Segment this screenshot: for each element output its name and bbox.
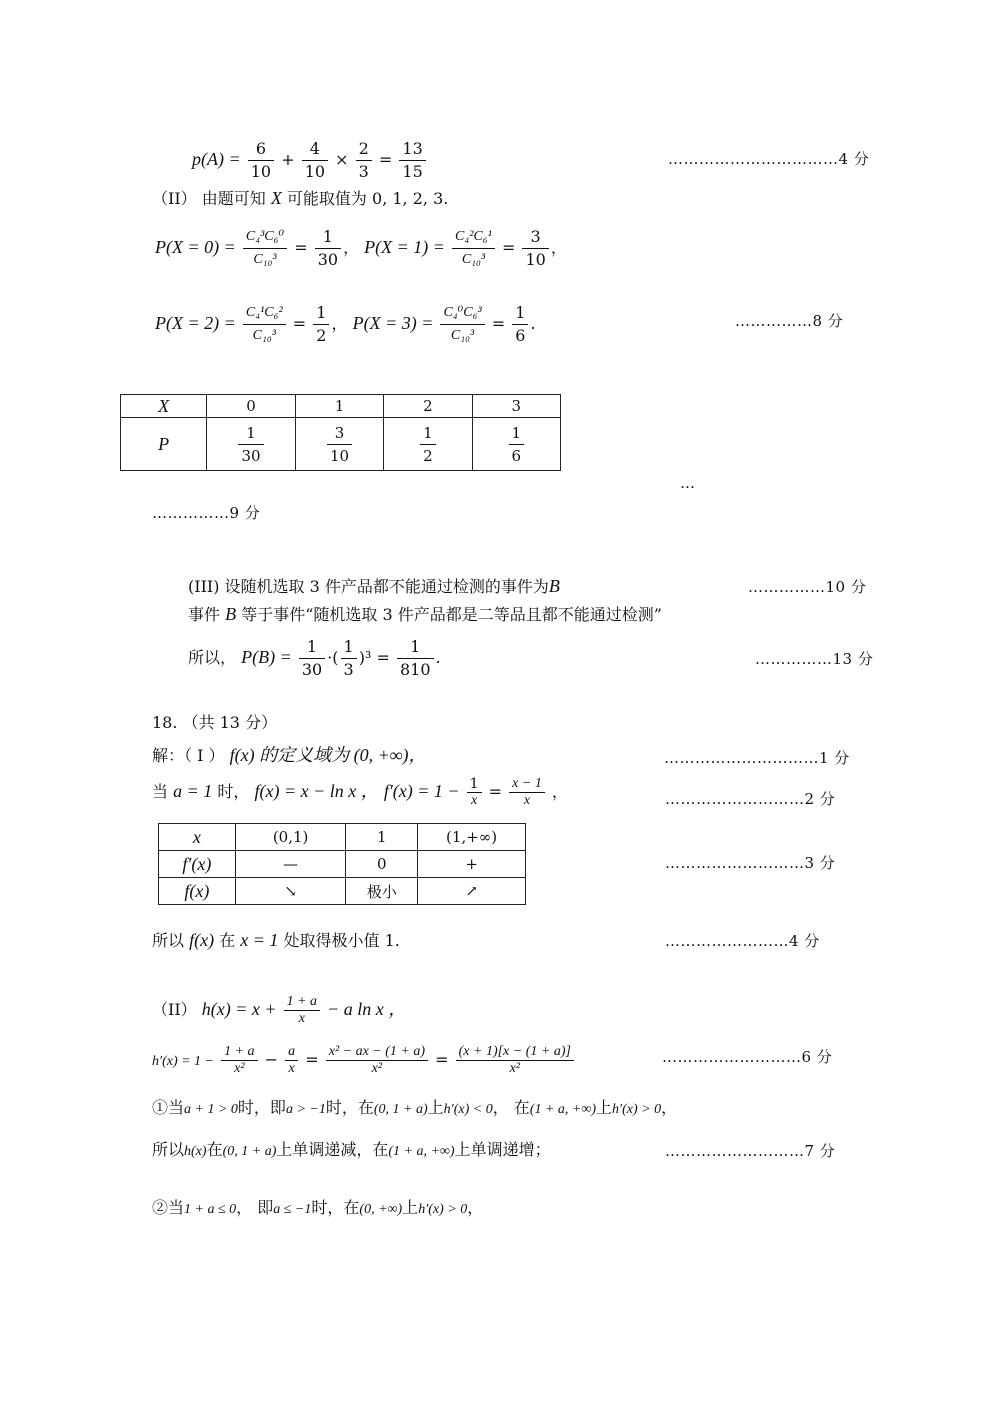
score-9: ……………9 分 xyxy=(152,504,261,522)
fraction: $\frac{13}{15}$ xyxy=(399,138,425,183)
interval: (1 + a, +∞) xyxy=(388,1144,455,1159)
case1-label: ①当 xyxy=(152,1098,185,1117)
pa-lhs: p(A) = xyxy=(192,149,241,169)
fraction: $\frac{\text{x² − ax − (1 + a)}}{\text{x²}}$ xyxy=(326,1044,428,1077)
h-definition: h(x) = x + xyxy=(201,999,277,1019)
trailing-dots: … xyxy=(680,474,696,492)
fraction: $\frac{1}{30}$ xyxy=(299,636,325,681)
hprime-neg: h′(x) < 0 xyxy=(443,1102,493,1117)
therefore-label: 所以， xyxy=(188,648,237,667)
case2-cond: 1 + a ≤ 0 xyxy=(184,1202,237,1217)
score-10: ……………10 分 xyxy=(748,578,867,596)
sign-header-cell: 1 xyxy=(346,824,418,851)
times-sign: × xyxy=(335,150,349,169)
decreasing-text: 上单调递减，在 xyxy=(276,1140,389,1159)
score-7: ………………………7 分 xyxy=(665,1142,836,1160)
fraction: $\frac{3}{10}$ xyxy=(327,422,352,467)
var-x: X xyxy=(270,188,282,208)
equals-sign: = xyxy=(378,150,393,169)
part2-rest: 可能取值为 0, 1, 2, 3. xyxy=(286,189,449,208)
case1-cond: a + 1 > 0 xyxy=(184,1102,238,1117)
part3-text: (III) 设随机选取 3 件产品都不能通过检测的事件为 xyxy=(188,577,549,596)
case1-text2: 时，在 xyxy=(325,1098,374,1117)
table-row xyxy=(121,395,561,418)
minus-sign: − xyxy=(264,1050,279,1069)
table-cell xyxy=(207,418,295,471)
fraction: $\frac{1}{6}$ xyxy=(509,422,525,467)
fraction: $\frac{a}{x}$ xyxy=(285,1044,298,1077)
increasing-text: 上单调递增； xyxy=(454,1140,551,1159)
sign-header-cell: (0,1) xyxy=(235,824,346,851)
event-text: 等于事件“随机选取 3 件产品都是二等品且都不能通过检测” xyxy=(241,605,662,624)
comma: ， xyxy=(551,782,568,801)
part2-label: （II） xyxy=(152,1000,197,1019)
fraction: $\frac{1}{30}$ xyxy=(238,422,263,467)
equals-sign: = xyxy=(294,238,308,257)
fraction: $\frac{1}{2}$ xyxy=(313,302,329,347)
case1-cond2: a > −1 xyxy=(285,1102,326,1117)
table-row xyxy=(159,824,526,851)
at-label: 在 xyxy=(219,931,236,950)
equals-sign: = xyxy=(292,314,307,333)
solution-label: 解：（ I ） xyxy=(152,746,225,765)
score-4b: ……………………4 分 xyxy=(665,932,820,950)
fraction: $\frac{1}{2}$ xyxy=(420,422,436,467)
table-row-label-p: P xyxy=(121,418,207,471)
fraction: $\frac{\text{C₄¹C₆²}}{\text{C₁₀³}}$ xyxy=(243,302,286,347)
when-label: 当 xyxy=(152,782,169,801)
score-4: ……………………………4 分 xyxy=(668,150,870,168)
sign-cell: + xyxy=(418,851,526,878)
case2-label: ②当 xyxy=(152,1198,185,1217)
hprime-lhs: h′(x) = 1 − xyxy=(152,1054,214,1069)
fraction: $\frac{x - 1}{x}$ xyxy=(509,776,545,809)
score-8: ……………8 分 xyxy=(735,312,844,330)
score-3: ………………………3 分 xyxy=(665,854,836,872)
on-label: 上 xyxy=(427,1098,444,1117)
f-definition: f(x) = x − ln x ， xyxy=(254,781,379,801)
fraction: $\frac{6}{10}$ xyxy=(248,138,274,183)
q18-line2 xyxy=(152,776,568,809)
sign-table xyxy=(158,823,526,905)
sign-header-cell: (1,+∞) xyxy=(418,824,526,851)
case1-text3: ， 在 xyxy=(492,1098,530,1117)
comma: ， xyxy=(550,238,567,257)
case2-text2: 时，在 xyxy=(311,1198,360,1217)
fraction: $\frac{1 + a}{\text{x²}}$ xyxy=(221,1044,257,1077)
part3-line3 xyxy=(188,636,441,681)
part3-line2 xyxy=(188,604,662,625)
sign-header-x: x xyxy=(159,824,236,851)
interval: (0, 1 + a) xyxy=(222,1144,277,1159)
equals-sign: = xyxy=(488,782,503,801)
fraction: $\frac{1}{x}$ xyxy=(467,776,482,809)
table-cell xyxy=(295,418,383,471)
table-row xyxy=(121,418,561,471)
q18-case1b xyxy=(152,1140,551,1162)
fx: f(x) xyxy=(189,930,215,950)
fraction: $\frac{\text{C₄³C₆⁰}}{\text{C₁₀³}}$ xyxy=(243,226,287,271)
part2-intro xyxy=(152,188,448,209)
q18-title: 18. （共 13 分） xyxy=(152,713,278,732)
comma: ， xyxy=(467,1198,484,1217)
score-1: …………………………1 分 xyxy=(664,749,850,767)
fraction: $\frac{1}{810}$ xyxy=(397,636,434,681)
interval: (1 + a, +∞) xyxy=(529,1102,597,1117)
equals-sign: = xyxy=(305,1050,319,1069)
case2-text: ， 即 xyxy=(236,1198,274,1217)
interval: (0, 1 + a) xyxy=(373,1102,428,1117)
table-header-x: X xyxy=(121,395,207,418)
distribution-table xyxy=(120,394,561,471)
p0-lhs: P(X = 0) = xyxy=(155,237,236,257)
prob-line-1 xyxy=(155,226,567,271)
table-cell xyxy=(472,418,560,471)
sign-cell: 0 xyxy=(346,851,418,878)
period: . xyxy=(530,314,536,333)
comma: ， xyxy=(331,314,348,333)
domain-statement: f(x) 的定义域为 (0, +∞)， xyxy=(229,745,427,765)
equals-sign: = xyxy=(491,314,506,333)
q18-line1 xyxy=(152,745,427,766)
dot-paren: ·( xyxy=(327,648,339,667)
min-value-text: 处取得极小值 1. xyxy=(283,931,400,950)
period: . xyxy=(435,648,441,667)
q18-case2 xyxy=(152,1198,483,1220)
q18-case1 xyxy=(152,1098,677,1120)
fraction: $\frac{\text{C₄⁰C₆³}}{\text{C₁₀³}}$ xyxy=(440,302,484,347)
fraction: $\frac{4}{10}$ xyxy=(302,138,328,183)
pa-equation xyxy=(192,138,428,183)
sign-row-label: f′(x) xyxy=(159,851,236,878)
on-label: 上 xyxy=(402,1198,419,1217)
fraction: $\frac{2}{3}$ xyxy=(356,138,372,183)
sign-row-label: f(x) xyxy=(159,878,236,905)
q18-line4 xyxy=(152,994,406,1027)
h-definition-tail: − a ln x ， xyxy=(327,999,407,1019)
table-header-cell: 3 xyxy=(472,395,560,418)
decreasing-arrow-icon: ↘ xyxy=(235,878,346,905)
case2-cond2: a ≤ −1 xyxy=(273,1202,312,1217)
score-6: ………………………6 分 xyxy=(662,1048,833,1066)
part3-line1 xyxy=(188,576,560,597)
p3-lhs: P(X = 3) = xyxy=(352,313,434,333)
hx: h(x) xyxy=(184,1144,207,1159)
table-row xyxy=(159,851,526,878)
sign-cell: 极小 xyxy=(346,878,418,905)
q18-line3 xyxy=(152,930,400,951)
fraction: $\frac{1}{3}$ xyxy=(341,636,357,681)
pb-lhs: P(B) = xyxy=(241,647,292,667)
q18-line5 xyxy=(152,1044,576,1077)
plus-sign: + xyxy=(281,150,295,169)
p2-lhs: P(X = 2) = xyxy=(155,313,236,333)
table-header-cell: 0 xyxy=(207,395,295,418)
therefore-label: 所以 xyxy=(152,1140,185,1159)
fraction: $\frac{(x + 1)[x - (1 + a)]}{\text{x²}}$ xyxy=(456,1044,574,1077)
score-13: ……………13 分 xyxy=(755,650,874,668)
table-cell xyxy=(384,418,472,471)
interval: (0, +∞) xyxy=(359,1202,403,1217)
table-row xyxy=(159,878,526,905)
therefore-label: 所以 xyxy=(152,931,185,950)
x-equals-1: x = 1 xyxy=(240,930,279,950)
score-2: ………………………2 分 xyxy=(665,790,836,808)
increasing-arrow-icon: ↗ xyxy=(418,878,526,905)
fraction: $\frac{1}{6}$ xyxy=(512,302,528,347)
fraction: $\frac{1}{30}$ xyxy=(315,226,341,271)
equals-sign: = xyxy=(435,1050,449,1069)
when-suffix: 时， xyxy=(217,782,250,801)
prob-line-2 xyxy=(155,302,536,347)
cube: )³ = xyxy=(358,648,390,667)
event-label: 事件 xyxy=(188,605,221,624)
sign-cell: — xyxy=(235,851,346,878)
table-header-cell: 1 xyxy=(295,395,383,418)
case1-text: 时，即 xyxy=(237,1098,286,1117)
hprime-pos: h′(x) > 0 xyxy=(612,1102,662,1117)
var-b: B xyxy=(225,604,237,624)
fprime-lhs: f′(x) = 1 − xyxy=(383,781,460,801)
table-header-cell: 2 xyxy=(384,395,472,418)
on-label: 上 xyxy=(596,1098,613,1117)
at-label: 在 xyxy=(206,1140,223,1159)
comma: ， xyxy=(343,238,360,257)
hprime-pos: h′(x) > 0 xyxy=(418,1202,468,1217)
a-equals-1: a = 1 xyxy=(173,781,213,801)
comma: ， xyxy=(661,1098,678,1117)
var-b: B xyxy=(548,576,560,596)
part2-label: （II） 由题可知 xyxy=(152,189,266,208)
fraction: $\frac{3}{10}$ xyxy=(522,226,548,271)
p1-lhs: P(X = 1) = xyxy=(364,237,445,257)
fraction: $\frac{1 + a}{x}$ xyxy=(284,994,320,1027)
equals-sign: = xyxy=(501,238,516,257)
fraction: $\frac{\text{C₄²C₆¹}}{\text{C₁₀³}}$ xyxy=(452,226,495,271)
